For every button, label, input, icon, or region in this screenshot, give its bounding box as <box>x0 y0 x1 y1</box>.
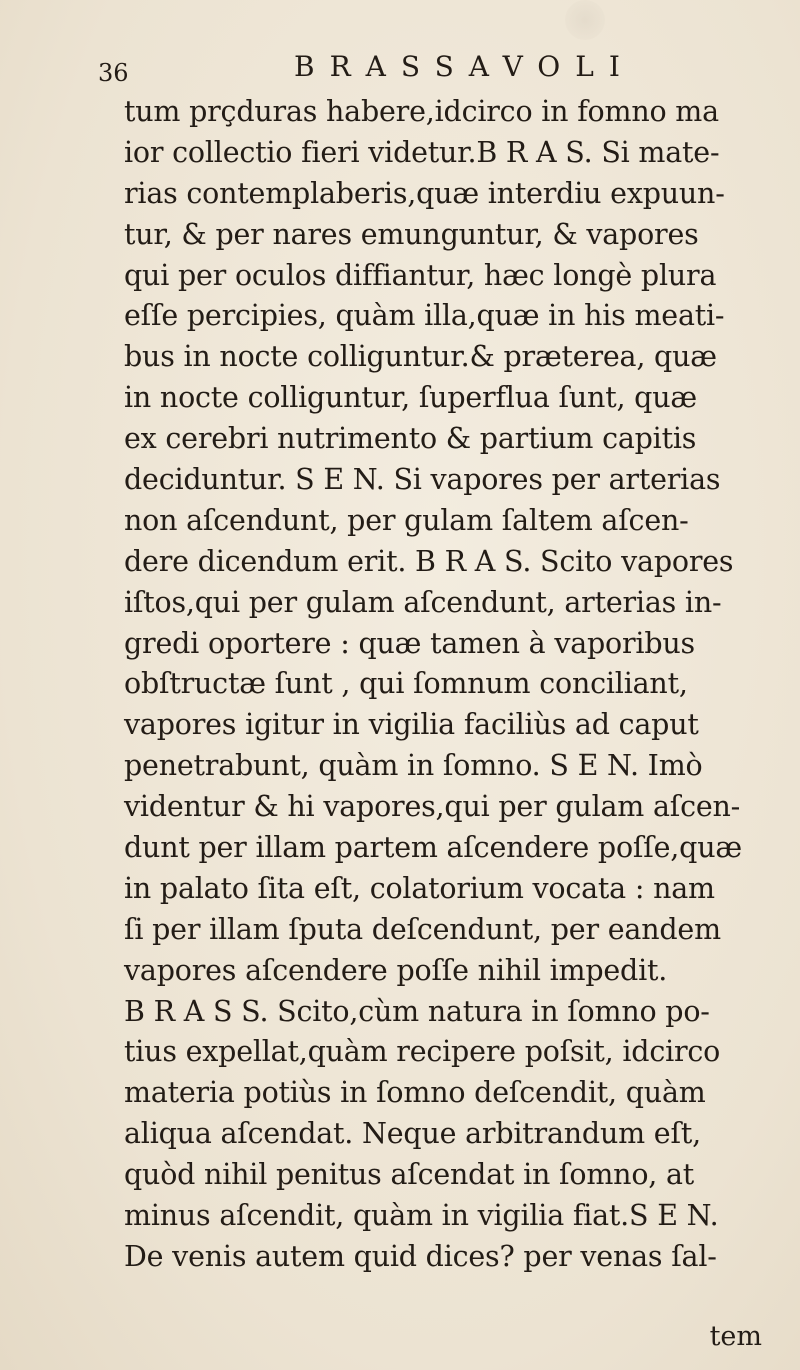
body-text <box>124 92 784 1278</box>
text-line: in nocte colliguntur, ſuperflua ſunt, quæ <box>124 381 697 415</box>
catchword: tem <box>709 1321 762 1352</box>
text-line: dere dicendum erit. B R A S. Scito vapores <box>124 544 734 578</box>
text-line: vapores igitur in vigilia faciliùs ad caput <box>124 708 699 742</box>
text-line: B R A S S. Scito,cùm natura in ſomno po- <box>124 994 710 1028</box>
text-line: deciduntur. S E N. Si vapores per arterias <box>124 463 721 497</box>
text-line: materia potiùs in ſomno deſcendit, quàm <box>124 1076 706 1110</box>
text-line: bus in nocte colliguntur.& præterea, quæ <box>124 340 717 374</box>
text-line: iſtos,qui per gulam aſcendunt, arterias in- <box>124 585 722 619</box>
paper-stain <box>565 0 605 40</box>
text-line: penetrabunt, quàm in ſomno. S E N. Imò <box>124 749 703 783</box>
text-line: eſſe percipies, quàm illa,quæ in his meati- <box>124 299 725 333</box>
text-line: obſtructæ ſunt , qui ſomnum conciliant, <box>124 667 688 701</box>
text-line: rias contemplaberis,quæ interdiu expuun- <box>124 176 725 210</box>
text-line: minus aſcendit, quàm in vigilia fiat.S E N. <box>124 1199 719 1233</box>
text-line: vapores aſcendere poſſe nihil impedit. <box>124 953 668 987</box>
text-line: ior collectio fieri videtur.B R A S. Si mate- <box>124 135 720 169</box>
text-line: non aſcendunt, per gulam ſaltem aſcen- <box>124 503 689 537</box>
text-line: tur, & per nares emunguntur, & vapores <box>124 217 699 251</box>
text-line: tius expellat,quàm recipere poſsit, idcirco <box>124 1035 721 1069</box>
text-line: quòd nihil penitus aſcendat in ſomno, at <box>124 1158 695 1192</box>
running-head: BRASSAVOLI <box>294 50 635 83</box>
text-line: in palato ſita eſt, colatorium vocata : nam <box>124 871 715 905</box>
text-line: ex cerebri nutrimento & partium capitis <box>124 422 697 456</box>
text-line: ſi per illam ſputa deſcendunt, per eandem <box>124 912 721 946</box>
text-line: aliqua aſcendat. Neque arbitrandum eſt, <box>124 1117 701 1151</box>
text-line: qui per oculos diffiantur, hæc longè plura <box>124 258 717 292</box>
text-line: gredi oportere : quæ tamen à vaporibus <box>124 626 695 660</box>
text-line: De venis autem quid dices? per venas ſal- <box>124 1239 717 1273</box>
text-line: videntur & hi vapores,qui per gulam aſcen- <box>124 790 741 824</box>
page-number: 36 <box>98 59 129 87</box>
text-line: dunt per illam partem aſcendere poſſe,quæ <box>124 831 742 865</box>
text-line: tum prçduras habere,idcirco in fomno ma <box>124 95 719 128</box>
